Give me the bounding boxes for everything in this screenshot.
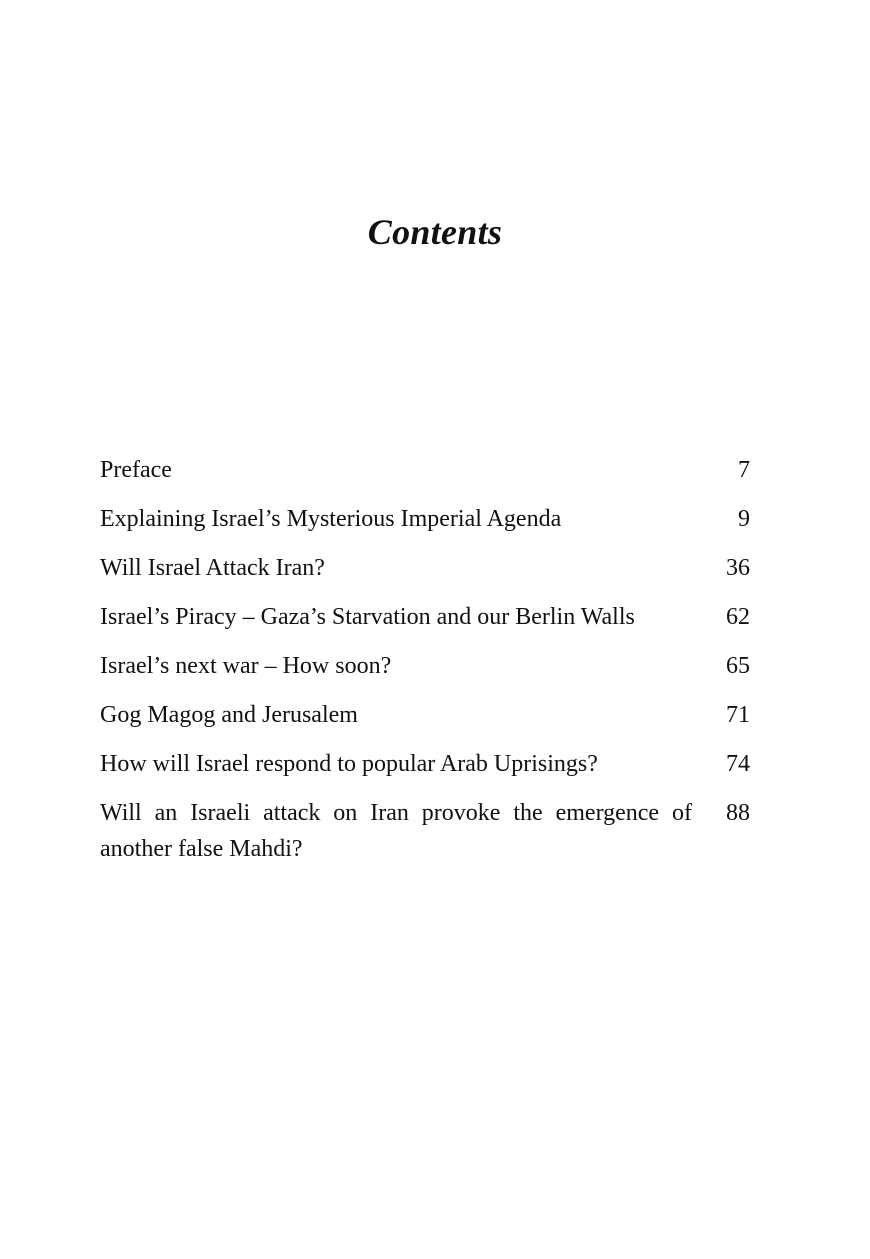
toc-entry-title: Preface bbox=[100, 457, 172, 483]
toc-entry-piracy[interactable] bbox=[100, 599, 750, 635]
toc-entry-page-number: 74 bbox=[726, 751, 750, 777]
toc-entry-explaining-israel[interactable] bbox=[100, 501, 750, 537]
table-of-contents bbox=[100, 452, 750, 880]
toc-entry-title: Israel’s next war – How soon? bbox=[100, 653, 392, 679]
toc-entry-page-number: 7 bbox=[738, 457, 750, 483]
toc-entry-title: Will an Israeli attack on Iran provoke the emergence of another false Mahdi? bbox=[100, 800, 692, 862]
toc-entry-preface[interactable] bbox=[100, 452, 750, 488]
toc-entry-title: Israel’s Piracy – Gaza’s Starvation and our Berlin Walls bbox=[100, 604, 635, 630]
toc-entry-title: Will Israel Attack Iran? bbox=[100, 555, 325, 581]
toc-entry-title: Gog Magog and Jerusalem bbox=[100, 702, 358, 728]
page-title: Contents bbox=[367, 212, 503, 252]
toc-entry-page-number: 65 bbox=[726, 653, 750, 679]
toc-entry-page-number: 62 bbox=[726, 604, 750, 630]
toc-entry-page-number: 71 bbox=[726, 702, 750, 728]
toc-entry-title: Explaining Israel’s Mysterious Imperial Agenda bbox=[100, 506, 562, 532]
toc-entry-page-number: 88 bbox=[726, 800, 750, 826]
toc-entry-gog-magog[interactable] bbox=[100, 697, 750, 733]
toc-entry-next-war[interactable] bbox=[100, 648, 750, 684]
toc-entry-page-number: 36 bbox=[726, 555, 750, 581]
toc-entry-arab-uprisings[interactable] bbox=[100, 746, 750, 782]
toc-entry-title: How will Israel respond to popular Arab Uprisings? bbox=[100, 751, 598, 777]
toc-entry-false-mahdi[interactable] bbox=[100, 795, 750, 867]
toc-entry-page-number: 9 bbox=[738, 506, 750, 532]
toc-entry-attack-iran[interactable] bbox=[100, 550, 750, 586]
